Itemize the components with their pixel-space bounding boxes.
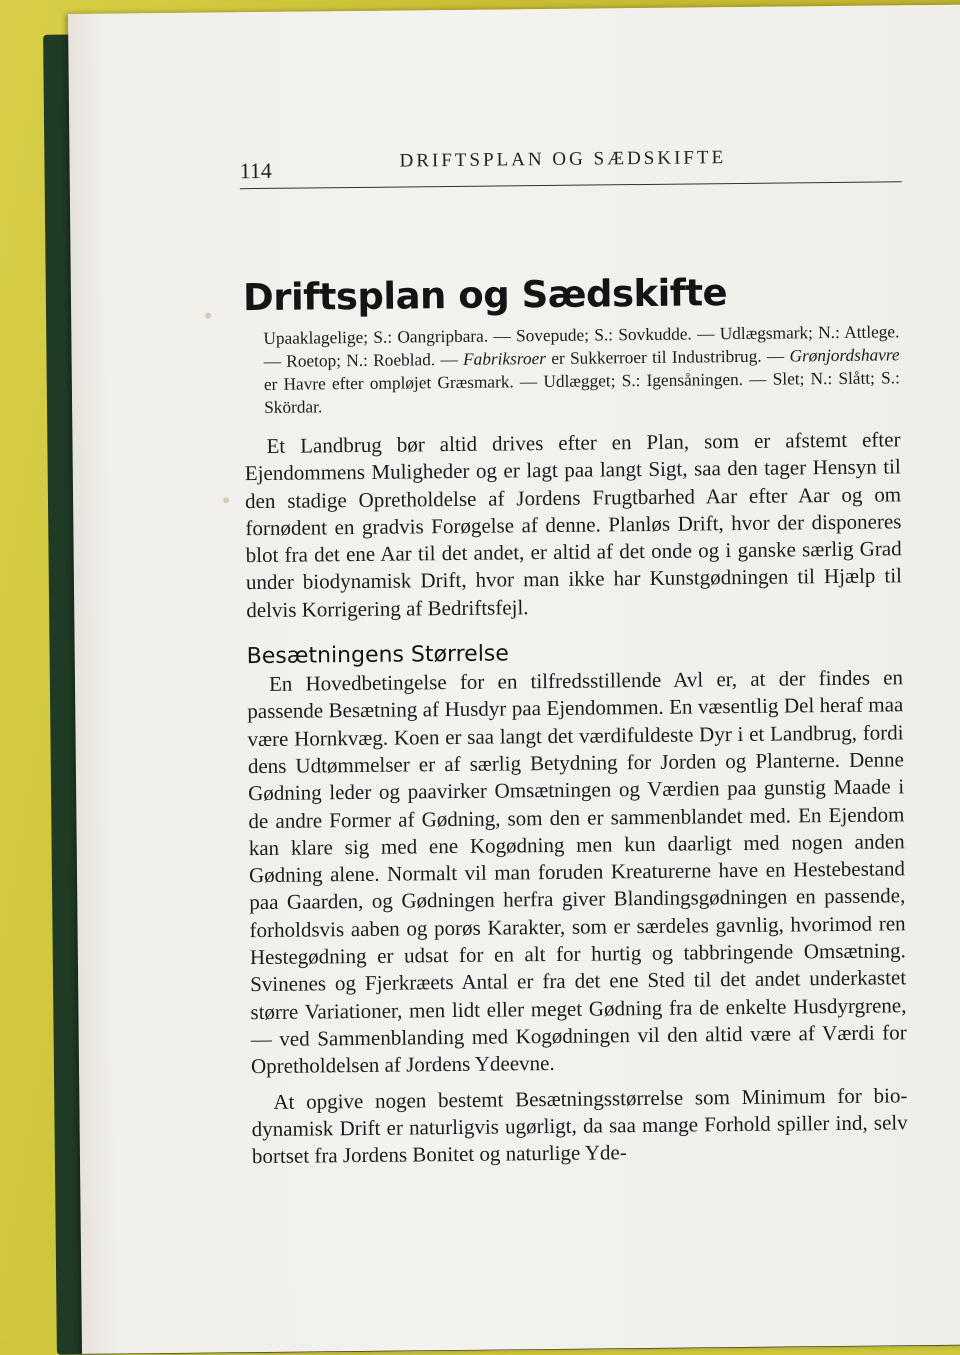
body-paragraph-2: En Hovedbetingelse for en tilfredsstillende Avl er, at der findes en passende Besætning af Husdyr paa Ejendommen. En væsentlig Del heraf maa være Hornkvæg. Koen er saa langt det værdifuldeste Dyr i et Landbrug, fordi dens Udtømmelser er af særlig Betydning for Jorden og Planterne. Denne Gødning leder og paavirker Omsætningen og Værdien paa gunstig Maade i de andre Former af Gødning, som den er sammenblandet med. En Ejendom kan klare sig med ene Kogødning men kun daarligt med nogen anden Gødning alene. Normalt vil man foruden Kreaturerne have en Hestebestand paa Gaarden, og Gødningen herfra giver Blandingsgødningen en passende, forholdsvis aaben og porøs Karakter, som er særdeles gavnlig, hvorimod ren Hestegødning er udsat for en alt for hurtig og tabbringende Omsætning. Svinenes og Fjerkræets Antal er fra det ene Sted til det andet underkastet større Variationer, men lidt eller meget Gødning fra de enkelte Husdyrgrene, — ved Sammenblanding med Kogødningen vil den altid være af Værdi for Opretholdelsen af Jordens Ydeevne. [247,665,907,1079]
book-page [68,5,960,1354]
intro-text-1: Upaaklagelige; S.: Oangripbara. — Sovepude; S.: Sovkudde. — Udlægsmark; N.: Attlege. — Roetop; N.: Roeblad. — [263,322,900,371]
body-paragraph-3: At opgive nogen bestemt Besætningsstørrelse som Minimum for bio-dynamisk Drift er naturligvis ugørligt, da saa mange Forhold spiller ind, selv bortset fra Jordens Bonitet og naturlige Yde- [251,1082,908,1169]
paper-speck [223,497,229,503]
page-header [239,145,901,189]
intro-text-2: er Sukkerroer til Industribrug. — [545,346,790,369]
page-content [243,269,908,1170]
intro-italic-term-1: Fabriksroer [462,349,547,369]
intro-text-3: er Havre efter ompløjet Græsmark. — Udlægget; S.: Igensåningen. — Slet; N.: Slått; S.: Skördar. [263,368,900,417]
intro-italic-term-2: Grønjordshavre [789,345,900,366]
chapter-title: Driftsplan og Sædskifte [242,271,728,320]
section-heading: Besætningens Størrelse [246,641,509,670]
running-title: DRIFTSPLAN OG SÆDSKIFTE [399,147,727,172]
paper-speck [205,313,211,319]
page-number: 114 [239,157,272,184]
body-paragraph-1: Et Landbrug bør altid drives efter en Plan, som er afstemt efter Ejendommens Muligheder og er lagt paa langt Sigt, saa den tager Hensyn til den stadige Opretholdelse af Jordens Frugtbarhed Aar efter Aar og om fornødent en gradvis Forøgelse af denne. Planløs Drift, hvor der disponeres blot fra det ene Aar til det andet, er altid af det onde og i ganske særlig Grad under biodynamisk Drift, hvor man ikke har Kunstgødningen til Hjælp til delvis Korrigering af Bedriftsfejl. [244,427,903,622]
glossary-intro [263,320,900,419]
